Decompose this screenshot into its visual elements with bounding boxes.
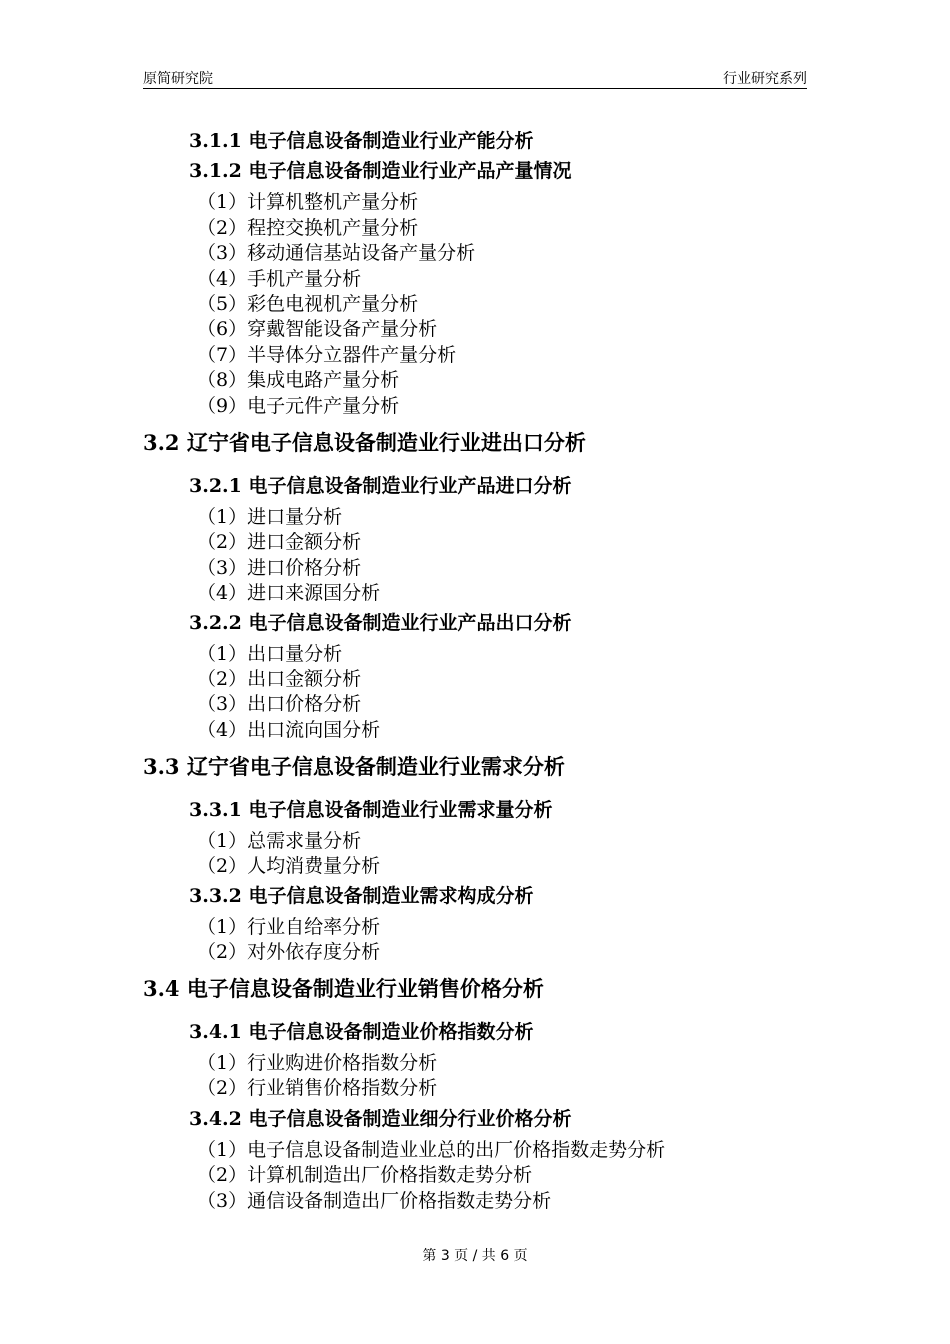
toc-item: （3）出口价格分析	[197, 693, 362, 715]
toc-item: （4）出口流向国分析	[197, 719, 381, 741]
toc-item: （1）出口量分析	[197, 643, 343, 665]
page-header	[143, 66, 807, 89]
toc-item: （2）人均消费量分析	[197, 855, 381, 877]
toc-section-heading: 3.3 辽宁省电子信息设备制造业行业需求分析	[143, 754, 565, 779]
header-org-name: 原简研究院	[143, 71, 213, 87]
toc-subsection-heading: 3.2.1 电子信息设备制造业行业产品进口分析	[189, 475, 572, 497]
toc-item: （7）半导体分立器件产量分析	[197, 344, 457, 366]
toc-item: （2）计算机制造出厂价格指数走势分析	[197, 1164, 533, 1186]
toc-subsection-heading: 3.4.2 电子信息设备制造业细分行业价格分析	[189, 1108, 572, 1130]
toc-subsection-heading: 3.1.2 电子信息设备制造业行业产品产量情况	[189, 160, 572, 182]
toc-item: （2）进口金额分析	[197, 531, 362, 553]
toc-item: （3）进口价格分析	[197, 557, 362, 579]
toc-item: （1）进口量分析	[197, 506, 343, 528]
toc-item: （4）手机产量分析	[197, 268, 362, 290]
toc-item: （3）移动通信基站设备产量分析	[197, 242, 476, 264]
toc-item: （1）总需求量分析	[197, 830, 362, 852]
toc-item: （6）穿戴智能设备产量分析	[197, 318, 438, 340]
toc-item: （1）行业自给率分析	[197, 916, 381, 938]
toc-subsection-heading: 3.4.1 电子信息设备制造业价格指数分析	[189, 1021, 534, 1043]
toc-item: （3）通信设备制造出厂价格指数走势分析	[197, 1190, 552, 1212]
toc-item: （1）行业购进价格指数分析	[197, 1052, 438, 1074]
toc-subsection-heading: 3.3.1 电子信息设备制造业行业需求量分析	[189, 799, 553, 821]
toc-section-heading: 3.4 电子信息设备制造业行业销售价格分析	[143, 976, 544, 1001]
toc-item: （2）程控交换机产量分析	[197, 217, 419, 239]
toc-subsection-heading: 3.3.2 电子信息设备制造业需求构成分析	[189, 885, 534, 907]
toc-item: （8）集成电路产量分析	[197, 369, 400, 391]
toc-item: （9）电子元件产量分析	[197, 395, 400, 417]
toc-item: （2）对外依存度分析	[197, 941, 381, 963]
toc-item: （1）计算机整机产量分析	[197, 191, 419, 213]
toc-section-heading: 3.2 辽宁省电子信息设备制造业行业进出口分析	[143, 430, 586, 455]
toc-item: （5）彩色电视机产量分析	[197, 293, 419, 315]
toc-subsection-heading: 3.2.2 电子信息设备制造业行业产品出口分析	[189, 612, 572, 634]
toc-item: （2）出口金额分析	[197, 668, 362, 690]
toc-subsection-heading: 3.1.1 电子信息设备制造业行业产能分析	[189, 130, 534, 152]
page-number: 第 3 页 / 共 6 页	[422, 1248, 528, 1264]
toc-item: （4）进口来源国分析	[197, 582, 381, 604]
header-series-name: 行业研究系列	[723, 71, 807, 87]
page-footer	[0, 1245, 950, 1265]
toc-item: （2）行业销售价格指数分析	[197, 1077, 438, 1099]
toc-item: （1）电子信息设备制造业业总的出厂价格指数走势分析	[197, 1139, 666, 1161]
